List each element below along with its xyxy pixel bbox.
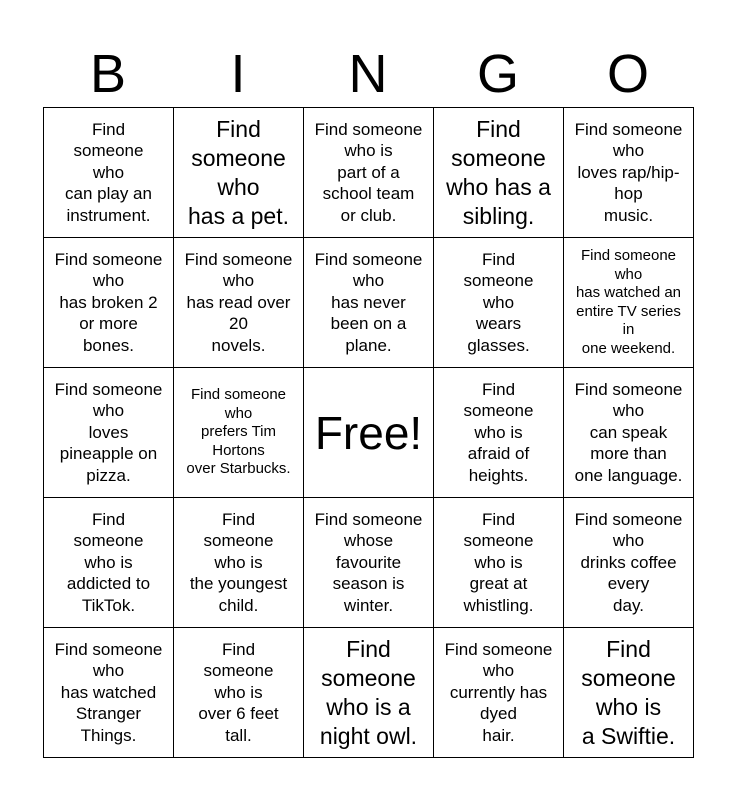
- bingo-cell-text: Find someone who is part of a school team or club.: [314, 119, 423, 225]
- bingo-cell[interactable]: [564, 368, 694, 498]
- bingo-cell-text: Find someone who can play an instrument.: [65, 119, 152, 225]
- header-letter-n: N: [348, 44, 388, 104]
- header-letter-i: I: [230, 44, 246, 104]
- bingo-cell[interactable]: [304, 108, 434, 238]
- bingo-cell-text: Find someone who drinks coffee every day.: [574, 509, 683, 615]
- bingo-cell[interactable]: [564, 238, 694, 368]
- bingo-cell[interactable]: [564, 628, 694, 758]
- bingo-cell[interactable]: [174, 238, 304, 368]
- bingo-cell[interactable]: [564, 498, 694, 628]
- bingo-cell[interactable]: [304, 498, 434, 628]
- bingo-cell[interactable]: [44, 368, 174, 498]
- bingo-header: [43, 44, 693, 104]
- bingo-cell[interactable]: [434, 628, 564, 758]
- header-letter-o: O: [606, 44, 649, 104]
- bingo-cell-text: Find someone who has broken 2 or more bones.: [54, 249, 163, 355]
- bingo-cell-text: Find someone who loves pineapple on pizza.: [54, 379, 163, 485]
- bingo-cell-text: Find someone who is a night owl.: [319, 635, 418, 749]
- bingo-cell-text: Find someone who wears glasses.: [463, 249, 534, 355]
- bingo-cell[interactable]: [434, 368, 564, 498]
- bingo-cell[interactable]: [44, 238, 174, 368]
- bingo-cell-text: Find someone who has watched Stranger Things.: [54, 639, 163, 745]
- bingo-cell-text: Find someone who has a pet.: [187, 115, 290, 229]
- bingo-cell[interactable]: [44, 498, 174, 628]
- bingo-cell[interactable]: [174, 108, 304, 238]
- bingo-cell-text: Find someone who prefers Tim Hortons over Starbucks.: [186, 386, 291, 478]
- bingo-cell[interactable]: [304, 628, 434, 758]
- bingo-cell-text: Find someone who has read over 20 novels.: [184, 249, 293, 355]
- bingo-cell-text: Find someone who is great at whistling.: [463, 509, 534, 615]
- bingo-cell-text: Find someone who can speak more than one language.: [574, 379, 683, 485]
- header-letter-g: G: [476, 44, 519, 104]
- bingo-cell-text: Find someone who has watched an entire TV series in one weekend.: [575, 247, 682, 357]
- bingo-cell[interactable]: [174, 498, 304, 628]
- bingo-cell[interactable]: [44, 628, 174, 758]
- bingo-cell-text: Find someone who is the youngest child.: [189, 509, 288, 615]
- bingo-cell[interactable]: [434, 238, 564, 368]
- header-letter-b: B: [89, 44, 127, 104]
- bingo-board: [43, 107, 694, 758]
- bingo-cell-text: Find someone who is addicted to TikTok.: [66, 509, 151, 615]
- bingo-cell[interactable]: [174, 628, 304, 758]
- bingo-cell[interactable]: [44, 108, 174, 238]
- bingo-cell-text: Find someone who currently has dyed hair.: [444, 639, 553, 745]
- bingo-cell-text: Find someone who has never been on a plane.: [314, 249, 423, 355]
- bingo-cell-text: Find someone who loves rap/hip- hop music.: [574, 119, 683, 225]
- bingo-cell[interactable]: [174, 368, 304, 498]
- free-space-label: Free!: [314, 406, 423, 459]
- bingo-cell-text: Find someone whose favourite season is winter.: [314, 509, 423, 615]
- bingo-cell[interactable]: [434, 108, 564, 238]
- bingo-cell-text: Find someone who is afraid of heights.: [463, 379, 534, 485]
- bingo-cell-text: Find someone who is over 6 feet tall.: [198, 639, 279, 745]
- free-space-cell[interactable]: [304, 368, 434, 498]
- bingo-cell[interactable]: [564, 108, 694, 238]
- bingo-cell-text: Find someone who has a sibling.: [446, 115, 551, 229]
- bingo-cell-text: Find someone who is a Swiftie.: [581, 635, 676, 749]
- bingo-cell[interactable]: [304, 238, 434, 368]
- bingo-cell[interactable]: [434, 498, 564, 628]
